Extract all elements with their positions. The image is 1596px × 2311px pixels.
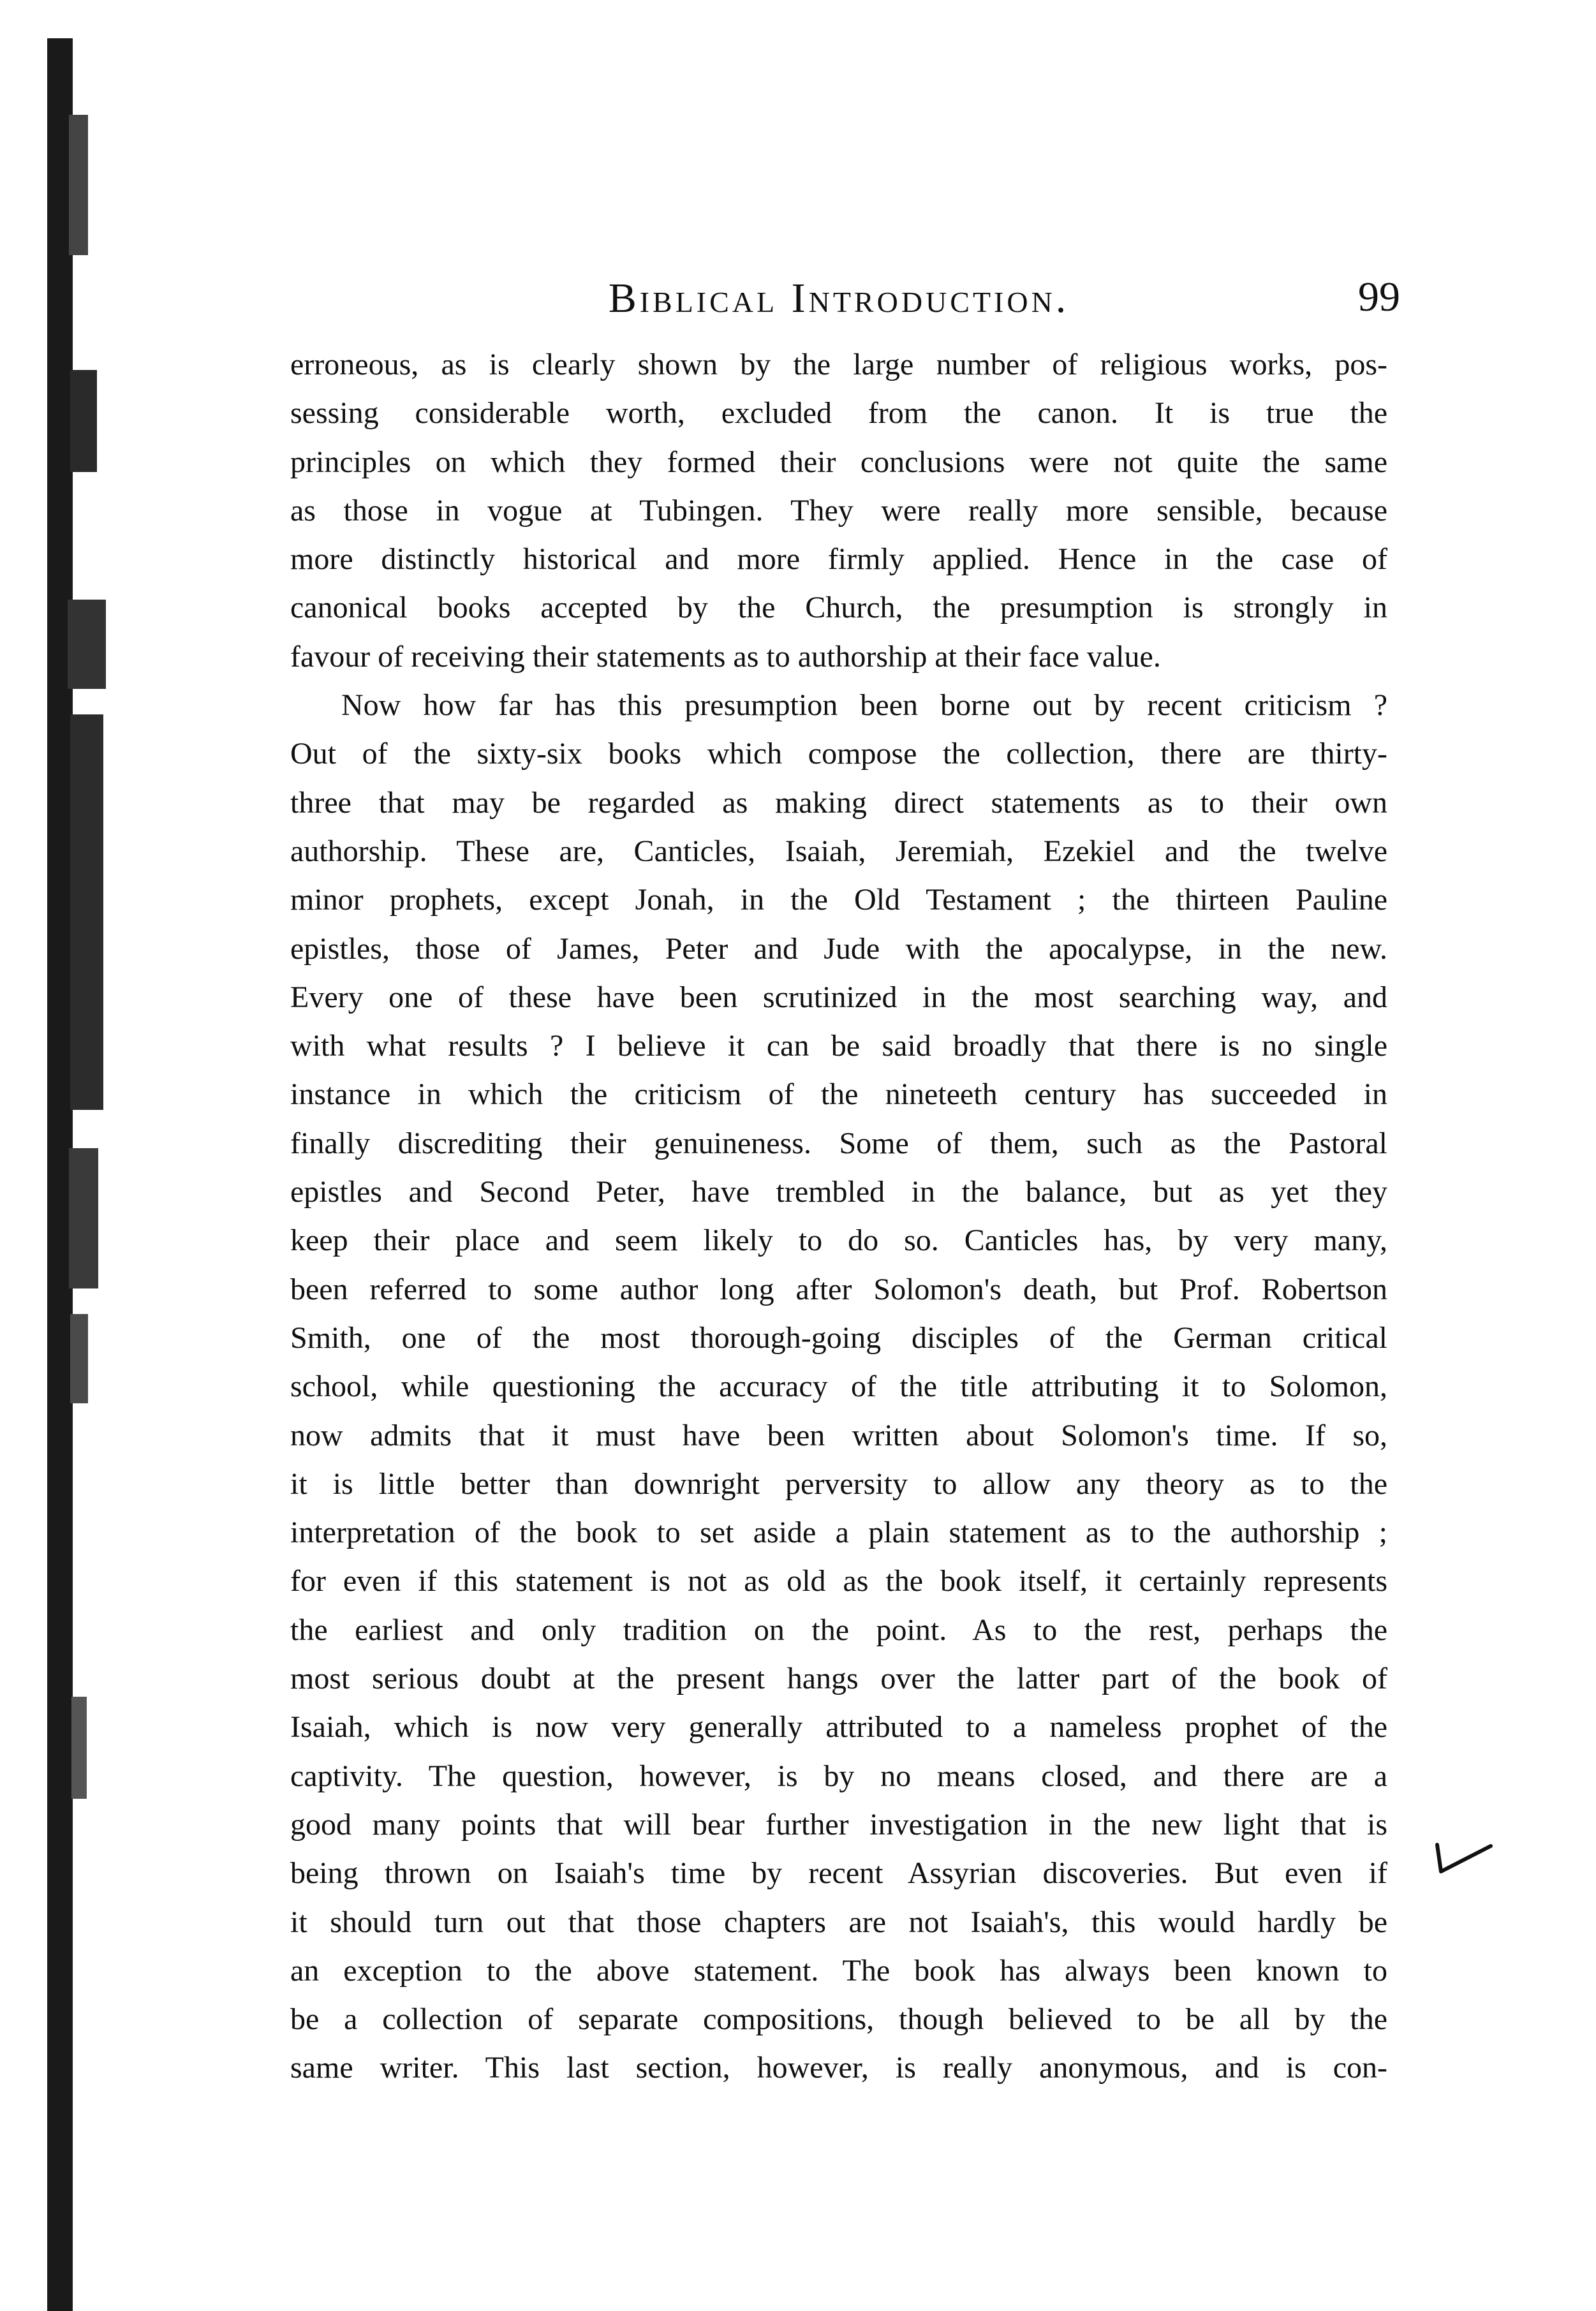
text-line: authorship. These are, Canticles, Isaiah, Jeremiah, Ezekiel and the twelve xyxy=(290,834,1387,868)
text-line: sessing considerable worth, excluded from the canon. It is true the xyxy=(290,396,1387,431)
text-line: epistles, those of James, Peter and Jude with the apocalypse, in the new. xyxy=(290,931,1387,966)
text-line: the earliest and only tradition on the point. As to the rest, perhaps the xyxy=(290,1613,1387,1647)
binding-shadow xyxy=(33,38,110,2311)
running-head xyxy=(290,268,1400,325)
text-line: Every one of these have been scrutinized in the most searching way, and xyxy=(290,980,1387,1014)
text-line: for even if this statement is not as old as the book itself, it certainly represents xyxy=(290,1564,1387,1599)
text-line: Isaiah, which is now very generally attributed to a nameless prophet of the xyxy=(290,1710,1387,1745)
text-line: it should turn out that those chapters are not Isaiah's, this would hardly be xyxy=(290,1905,1387,1939)
text-line: as those in vogue at Tubingen. They were really more sensible, because xyxy=(290,493,1387,528)
text-line: now admits that it must have been written about Solomon's time. If so, xyxy=(290,1418,1387,1452)
text-line: interpretation of the book to set aside a plain statement as to the authorship ; xyxy=(290,1516,1387,1550)
text-line: epistles and Second Peter, have trembled in the balance, but as yet they xyxy=(290,1175,1387,1209)
text-line: three that may be regarded as making direct statements as to their own xyxy=(290,785,1387,820)
text-line: same writer. This last section, however, is really anonymous, and is con- xyxy=(290,2051,1387,2085)
text-line: captivity. The question, however, is by no means closed, and there are a xyxy=(290,1759,1387,1793)
text-line: keep their place and seem likely to do so. Canticles has, by very many, xyxy=(290,1223,1387,1258)
text-line: with what results ? I believe it can be said broadly that there is no single xyxy=(290,1029,1387,1063)
text-line: minor prophets, except Jonah, in the Old Testament ; the thirteen Pauline xyxy=(290,883,1387,917)
text-line: Smith, one of the most thorough-going disciples of the German critical xyxy=(290,1320,1387,1355)
text-line: being thrown on Isaiah's time by recent Assyrian discoveries. But even if xyxy=(290,1856,1387,1891)
running-title: Biblical Introduction. xyxy=(608,275,1070,321)
text-line: school, while questioning the accuracy of the title attributing it to Solomon, xyxy=(290,1370,1387,1404)
text-line: an exception to the above statement. The book has always been known to xyxy=(290,1953,1387,1988)
text-line: be a collection of separate compositions, though believed to be all by the xyxy=(290,2002,1387,2037)
text-line: instance in which the criticism of the nineteeth century has succeeded in xyxy=(290,1077,1387,1112)
text-line: canonical books accepted by the Church, the presumption is strongly in xyxy=(290,591,1387,625)
text-line: Now how far has this presumption been borne out by recent criticism ? xyxy=(341,688,1387,723)
text-line: good many points that will bear further investigation in the new light that is xyxy=(290,1807,1387,1842)
text-line: Out of the sixty-six books which compose the collection, there are thirty- xyxy=(290,737,1387,771)
text-line: erroneous, as is clearly shown by the large number of religious works, pos- xyxy=(290,348,1387,381)
text-line: principles on which they formed their conclusions were not quite the same xyxy=(290,445,1387,479)
text-line: most serious doubt at the present hangs over the latter part of the book of xyxy=(290,1662,1387,1696)
book-page xyxy=(290,268,1400,2093)
text-line: more distinctly historical and more firmly applied. Hence in the case of xyxy=(290,542,1387,577)
text-line: finally discrediting their genuineness. Some of them, such as the Pastoral xyxy=(290,1126,1387,1160)
text-line: it is little better than downright perversity to allow any theory as to the xyxy=(290,1466,1387,1501)
body-text xyxy=(290,341,1387,2093)
page-number: 99 xyxy=(1358,274,1400,320)
text-line: favour of receiving their statements as to authorship at their face value. xyxy=(290,639,1161,674)
checkmark-icon xyxy=(1432,1837,1496,1882)
text-line: been referred to some author long after Solomon's death, but Prof. Robertson xyxy=(290,1272,1387,1306)
